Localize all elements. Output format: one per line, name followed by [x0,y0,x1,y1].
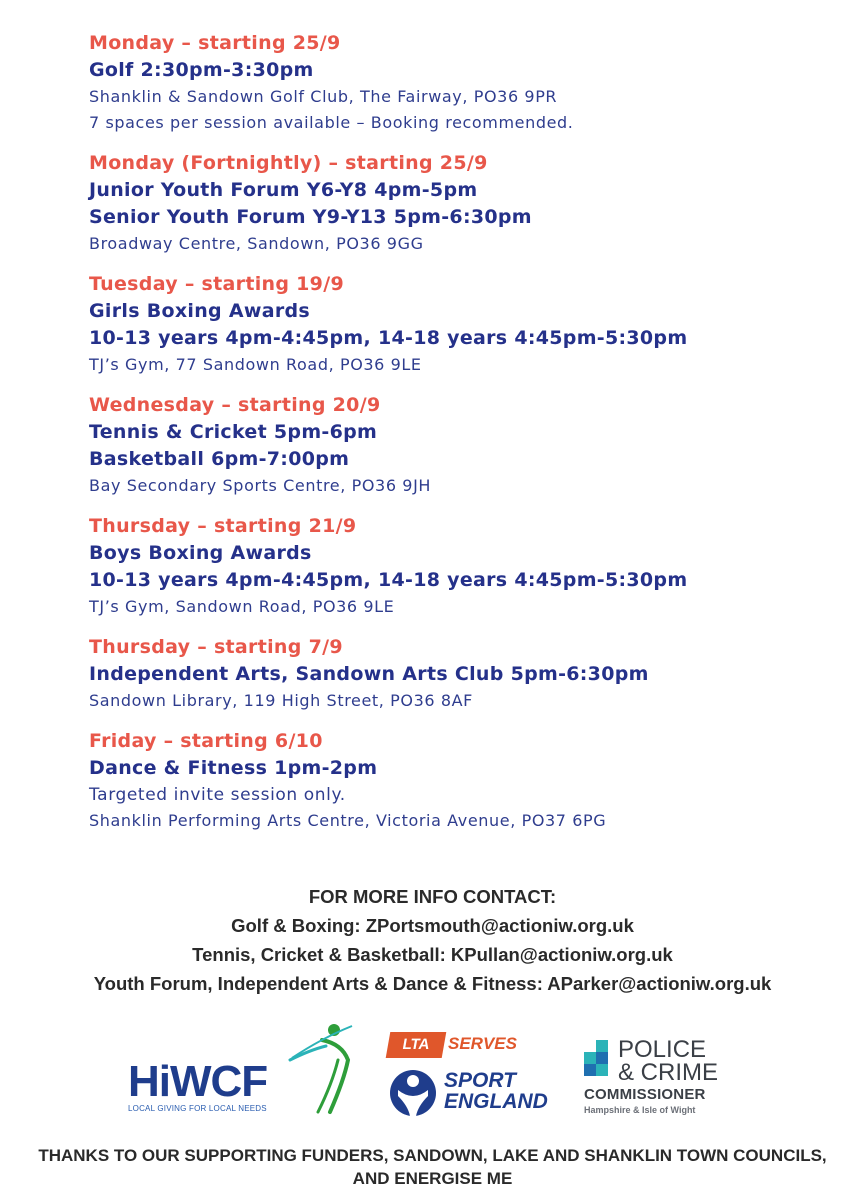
day-heading: Friday – starting 6/10 [89,730,323,752]
location-line: TJ’s Gym, Sandown Road, PO36 9LE [89,597,395,616]
contact-email-youth-arts[interactable]: Youth Forum, Independent Arts & Dance & Fitness: AParker@actioniw.org.uk [93,973,772,994]
pcc-wordmark: POLICE & CRIME [618,1036,719,1086]
contact-heading: FOR MORE INFO CONTACT: [308,886,557,907]
location-line: Bay Secondary Sports Centre, PO36 9JH [89,476,432,495]
pcc-region: Hampshire & Isle of Wight [584,1105,696,1115]
contact-email-golf-boxing[interactable]: Golf & Boxing: ZPortsmouth@actioniw.org.uk [231,915,634,936]
location-note: 7 spaces per session available – Booking recommended. [89,113,574,132]
day-heading: Wednesday – starting 20/9 [89,394,381,416]
activity-line: Golf 2:30pm-3:30pm [89,59,314,81]
activity-line: Basketball 6pm-7:00pm [89,448,350,470]
pcc-square-icon [584,1064,596,1076]
day-heading: Thursday – starting 21/9 [89,515,357,537]
activity-line: Senior Youth Forum Y9-Y13 5pm-6:30pm [89,206,532,228]
schedule-block-boys-boxing [89,513,829,620]
activity-line: Junior Youth Forum Y6-Y8 4pm-5pm [89,179,478,201]
schedule-block-girls-boxing [89,271,829,378]
hiwcf-tagline: LOCAL GIVING FOR LOCAL NEEDS [128,1104,267,1113]
hiwcf-wordmark: HiWCF [128,1057,268,1106]
sport-england-icon [388,1068,438,1118]
sport-england-logo [388,1068,558,1118]
contact-email-tennis-cricket[interactable]: Tennis, Cricket & Basketball: KPullan@actioniw.org.uk [192,944,673,965]
schedule-block-dance-fitness [89,728,829,834]
pcc-square-icon [596,1040,608,1052]
pcc-square-icon [584,1052,596,1064]
lta-serves-text: SERVES [448,1034,517,1053]
day-heading: Monday – starting 25/9 [89,32,341,54]
lta-serves-logo [388,1028,528,1068]
day-heading: Thursday – starting 7/9 [89,636,343,658]
location-note: Targeted invite session only. [89,785,346,805]
police-crime-commissioner-logo [582,1038,732,1122]
schedule-block-youth-forum [89,150,829,257]
lta-badge: LTA [386,1032,447,1058]
activity-line: Girls Boxing Awards [89,300,311,322]
pcc-square-icon [596,1052,608,1064]
activity-line: Tennis & Cricket 5pm-6pm [89,421,378,443]
location-line: Sandown Library, 119 High Street, PO36 8AF [89,691,473,710]
day-heading: Monday (Fortnightly) – starting 25/9 [89,152,488,174]
thanks-line-2: AND ENERGISE ME [352,1169,513,1188]
sport-england-wordmark: SPORT ENGLAND [444,1069,548,1113]
thanks-line-1: THANKS TO OUR SUPPORTING FUNDERS, SANDOWN, LAKE AND SHANKLIN TOWN COUNCILS, [38,1146,827,1165]
location-line: TJ’s Gym, 77 Sandown Road, PO36 9LE [89,355,422,374]
thanks-footer [0,1144,865,1190]
activity-line: Dance & Fitness 1pm-2pm [89,757,378,779]
contact-section [0,882,865,998]
pcc-commissioner: COMMISSIONER [584,1086,706,1103]
activity-line: Independent Arts, Sandown Arts Club 5pm-6:30pm [89,663,649,685]
location-line: Shanklin Performing Arts Centre, Victoria Avenue, PO37 6PG [89,811,607,830]
schedule-block-monday-golf [89,30,829,136]
activity-line: 10-13 years 4pm-4:45pm, 14-18 years 4:45pm-5:30pm [89,569,688,591]
funder-logos [0,1020,865,1130]
golfer-icon [282,1020,362,1120]
schedule-list [89,30,829,848]
activity-line: 10-13 years 4pm-4:45pm, 14-18 years 4:45pm-5:30pm [89,327,688,349]
pcc-square-icon [596,1064,608,1076]
day-heading: Tuesday – starting 19/9 [89,273,344,295]
location-line: Broadway Centre, Sandown, PO36 9GG [89,234,424,253]
schedule-block-independent-arts [89,634,829,714]
location-line: Shanklin & Sandown Golf Club, The Fairway, PO36 9PR [89,87,558,106]
schedule-block-tennis-basketball [89,392,829,499]
activity-line: Boys Boxing Awards [89,542,312,564]
